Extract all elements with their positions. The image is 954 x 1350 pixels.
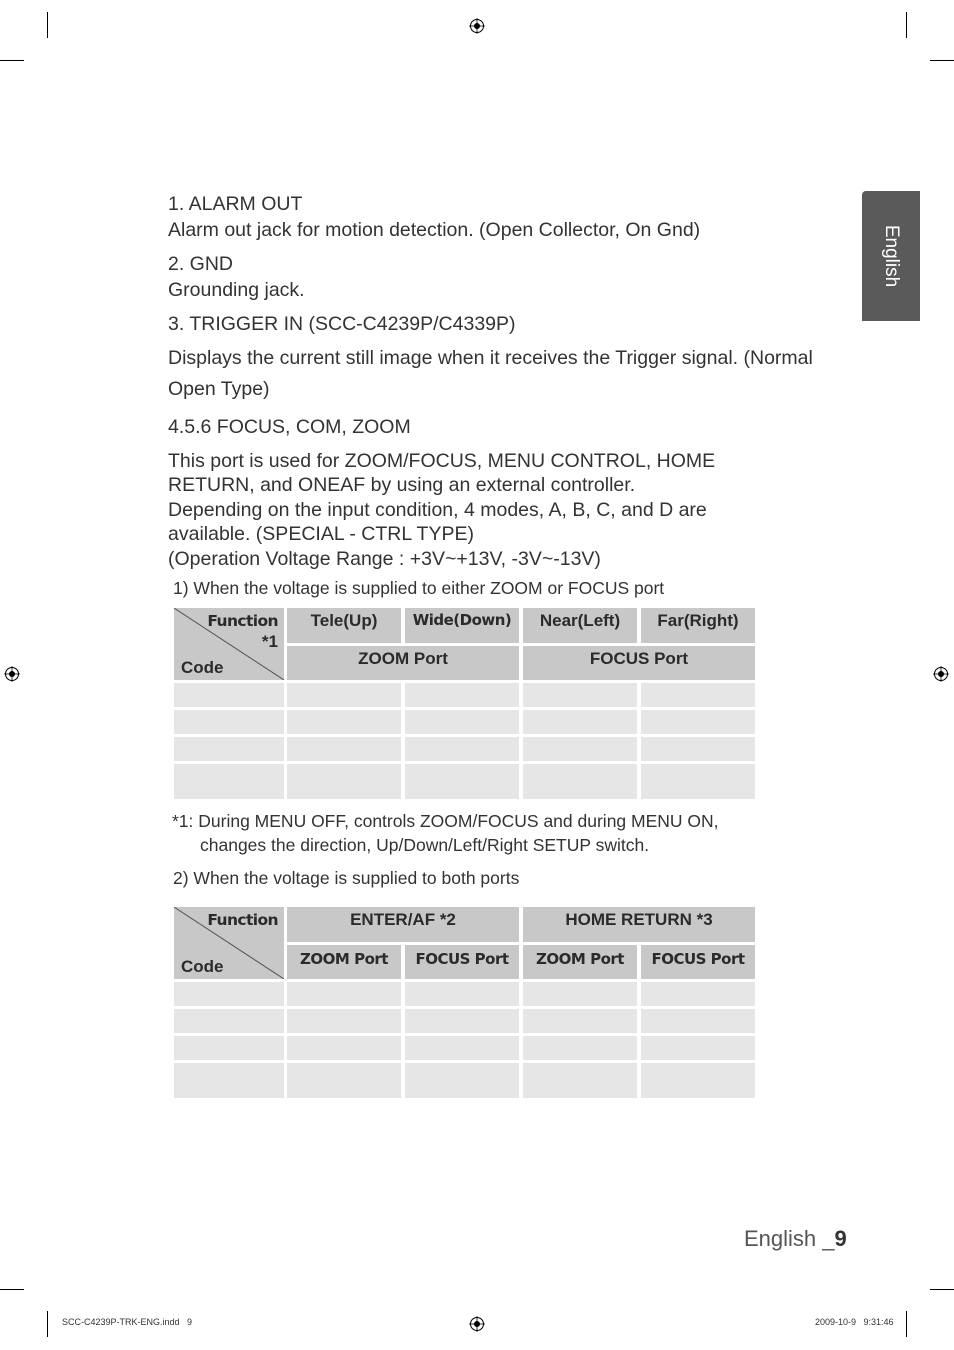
section-4-title: 4.5.6 FOCUS, COM, ZOOM bbox=[168, 416, 411, 438]
crop-mark bbox=[906, 1311, 907, 1337]
table-cell bbox=[523, 710, 637, 734]
footnote-1-line1: *1: During MENU OFF, controls ZOOM/FOCUS and during MENU ON, bbox=[172, 811, 719, 831]
table-cell bbox=[287, 1063, 401, 1098]
table-cell bbox=[523, 737, 637, 761]
table-cell bbox=[405, 764, 519, 799]
section-4-line1: This port is used for ZOOM/FOCUS, MENU CONTROL, HOME bbox=[168, 450, 716, 472]
table-cell bbox=[523, 683, 637, 707]
table-2-caption: 2) When the voltage is supplied to both ports bbox=[173, 868, 520, 888]
corner-code-label: Code bbox=[181, 658, 224, 677]
table-cell bbox=[523, 764, 637, 799]
table-cell bbox=[523, 1063, 637, 1098]
header-focus-port: FOCUS Port bbox=[523, 646, 755, 680]
page-number-prefix: English _ bbox=[744, 1226, 835, 1251]
table-cell bbox=[405, 1036, 519, 1060]
section-2-text: Grounding jack. bbox=[168, 279, 305, 301]
crop-mark bbox=[930, 60, 954, 61]
table-cell bbox=[405, 1063, 519, 1098]
table-cell bbox=[641, 737, 755, 761]
header-zoom-port: ZOOM Port bbox=[287, 945, 401, 979]
table-cell bbox=[287, 982, 401, 1006]
section-4-line2: RETURN, and ONEAF by using an external controller. bbox=[168, 474, 636, 496]
table-cell bbox=[641, 1063, 755, 1098]
table-cell bbox=[641, 764, 755, 799]
table-cell bbox=[641, 1009, 755, 1033]
section-4-line5: (Operation Voltage Range : +3V~+13V, -3V~-13V) bbox=[168, 548, 601, 570]
corner-function-label: Function bbox=[207, 612, 278, 630]
table-cell bbox=[641, 982, 755, 1006]
crop-mark bbox=[0, 60, 24, 61]
header-wide-down: Wide(Down) bbox=[405, 608, 519, 643]
section-1-text: Alarm out jack for motion detection. (Open Collector, On Gnd) bbox=[168, 219, 701, 241]
registration-mark-icon bbox=[469, 18, 485, 34]
table-cell bbox=[641, 1036, 755, 1060]
table-cell bbox=[287, 737, 401, 761]
crop-mark bbox=[47, 1311, 48, 1337]
table-cell bbox=[287, 1036, 401, 1060]
registration-mark-icon bbox=[933, 666, 949, 682]
footer-file-slug: SCC-C4239P-TRK-ENG.indd 9 bbox=[62, 1317, 193, 1327]
table-corner-header bbox=[174, 907, 284, 979]
section-3-text-line1: Displays the current still image when it receives the Trigger signal. (Normal bbox=[168, 347, 813, 369]
table-cell bbox=[174, 683, 284, 707]
table-cell bbox=[523, 982, 637, 1006]
table-cell bbox=[287, 683, 401, 707]
table-cell bbox=[287, 764, 401, 799]
table-cell bbox=[174, 982, 284, 1006]
footer-timestamp: 2009-10-9 9:31:46 bbox=[815, 1317, 894, 1327]
table-cell bbox=[174, 1009, 284, 1033]
header-enter-af: ENTER/AF *2 bbox=[287, 907, 519, 942]
table-corner-header bbox=[174, 608, 284, 680]
table-cell bbox=[523, 1036, 637, 1060]
table-cell bbox=[523, 1009, 637, 1033]
header-far-right: Far(Right) bbox=[641, 608, 755, 643]
crop-mark bbox=[930, 1289, 954, 1290]
header-tele-up: Tele(Up) bbox=[287, 608, 401, 643]
table-cell bbox=[405, 982, 519, 1006]
crop-mark bbox=[906, 12, 907, 38]
header-zoom-port: ZOOM Port bbox=[287, 646, 519, 680]
header-focus-port: FOCUS Port bbox=[641, 945, 755, 979]
table-cell bbox=[174, 710, 284, 734]
table-cell bbox=[287, 1009, 401, 1033]
registration-mark-icon bbox=[469, 1316, 485, 1332]
corner-code-label: Code bbox=[181, 957, 224, 976]
page-number-value: 9 bbox=[834, 1226, 847, 1251]
section-4-line4: available. (SPECIAL - CTRL TYPE) bbox=[168, 523, 474, 545]
table-cell bbox=[405, 1009, 519, 1033]
section-3-text-line2: Open Type) bbox=[168, 378, 270, 400]
page-number bbox=[744, 1226, 847, 1252]
header-zoom-port: ZOOM Port bbox=[523, 945, 637, 979]
table-cell bbox=[405, 710, 519, 734]
table-cell bbox=[174, 1063, 284, 1098]
table-cell bbox=[405, 737, 519, 761]
footnote-1-line2: changes the direction, Up/Down/Left/Right SETUP switch. bbox=[200, 835, 650, 855]
table-cell bbox=[174, 764, 284, 799]
side-tab-label: English bbox=[881, 224, 903, 288]
header-near-left: Near(Left) bbox=[523, 608, 637, 643]
table-1-caption: 1) When the voltage is supplied to either ZOOM or FOCUS port bbox=[173, 578, 665, 598]
table-cell bbox=[174, 1036, 284, 1060]
section-4-line3: Depending on the input condition, 4 modes, A, B, C, and D are bbox=[168, 499, 707, 521]
table-cell bbox=[405, 683, 519, 707]
header-focus-port: FOCUS Port bbox=[405, 945, 519, 979]
section-3-title: 3. TRIGGER IN (SCC-C4239P/C4339P) bbox=[168, 313, 516, 335]
header-home-return: HOME RETURN *3 bbox=[523, 907, 755, 942]
table-cell bbox=[641, 683, 755, 707]
language-side-tab bbox=[862, 191, 920, 321]
section-1-title: 1. ALARM OUT bbox=[168, 193, 303, 215]
crop-mark bbox=[0, 1289, 24, 1290]
corner-function-label: Function bbox=[207, 911, 278, 929]
section-2-title: 2. GND bbox=[168, 253, 234, 275]
table-cell bbox=[287, 710, 401, 734]
table-cell bbox=[641, 710, 755, 734]
registration-mark-icon bbox=[4, 666, 20, 682]
table-cell bbox=[174, 737, 284, 761]
crop-mark bbox=[47, 12, 48, 38]
corner-note-label: *1 bbox=[261, 632, 278, 651]
